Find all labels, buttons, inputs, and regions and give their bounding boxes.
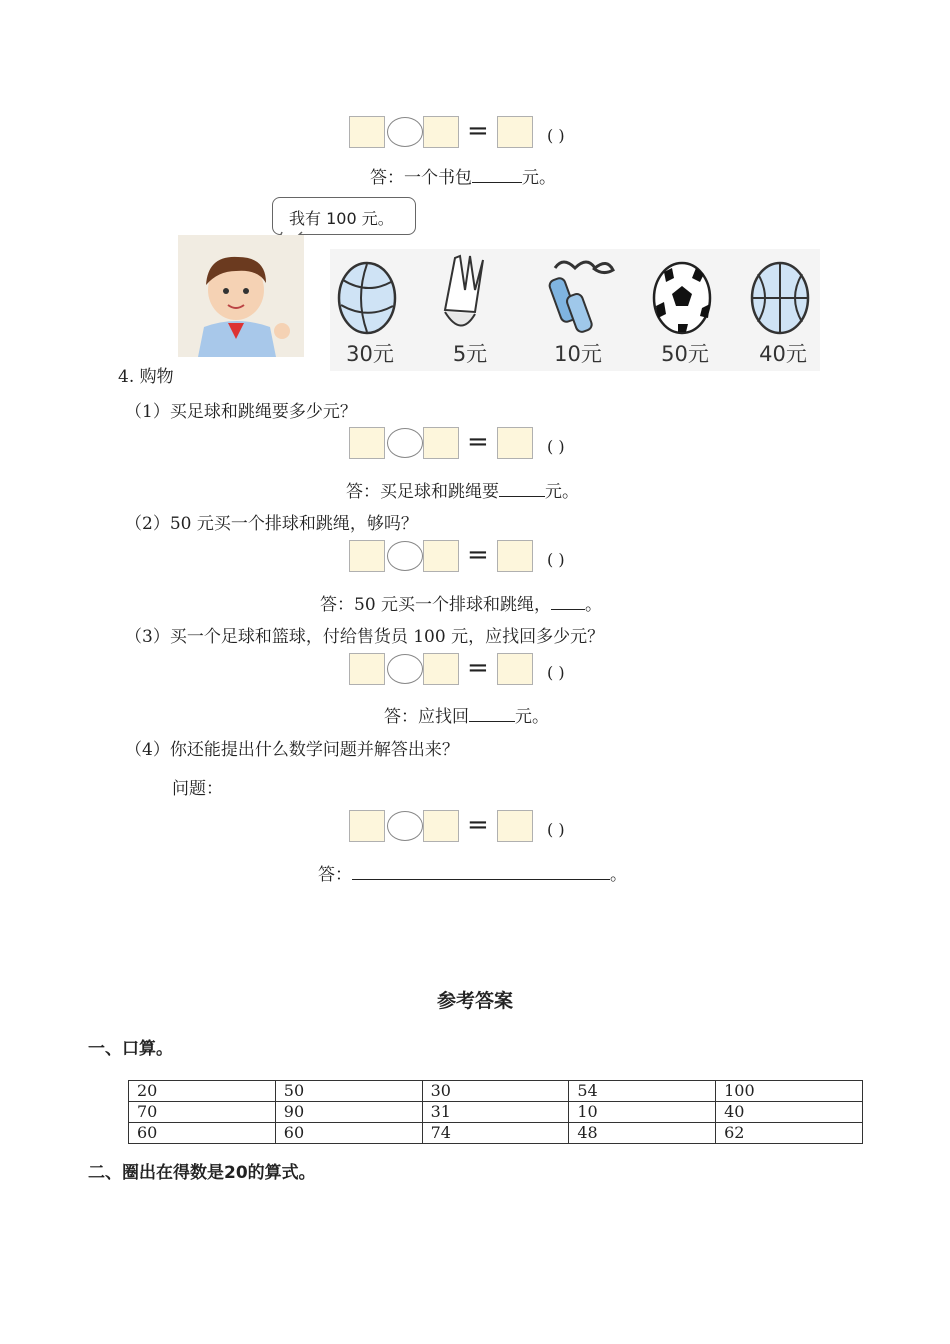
table-cell: 74	[422, 1123, 569, 1144]
equals-sign: =	[467, 540, 489, 570]
equals-sign: =	[467, 810, 489, 840]
answer-line-q4: 答： 。	[318, 865, 627, 885]
table-row	[129, 1123, 863, 1144]
price-label: 5元	[452, 342, 488, 366]
operator-circle[interactable]	[387, 117, 423, 147]
equals-sign: =	[467, 653, 489, 683]
operator-circle[interactable]	[387, 428, 423, 458]
blank-line[interactable]	[551, 593, 585, 610]
table-cell: 48	[569, 1123, 716, 1144]
unit-paren[interactable]: ( )	[547, 126, 565, 145]
boy-illustration	[178, 235, 304, 357]
equals-sign: =	[467, 116, 489, 146]
operator-circle[interactable]	[387, 541, 423, 571]
equation-row-q4	[349, 810, 609, 844]
equation-row-top	[349, 116, 609, 150]
basketball-icon	[738, 250, 828, 340]
blank-line[interactable]	[499, 480, 545, 497]
problem-label: 问题：	[172, 779, 223, 799]
table-cell: 90	[275, 1102, 422, 1123]
table-cell: 100	[716, 1081, 863, 1102]
table-cell: 54	[569, 1081, 716, 1102]
question-1: （1）买足球和跳绳要多少元？	[125, 402, 357, 422]
table-cell: 30	[422, 1081, 569, 1102]
shuttlecock-icon	[425, 250, 515, 340]
operator-circle[interactable]	[387, 811, 423, 841]
answer-box[interactable]	[423, 810, 459, 842]
soccer-ball-icon	[640, 250, 730, 340]
section4-title: 4. 购物	[118, 367, 174, 387]
answer-line-q3: 答：应找回 元。	[384, 707, 549, 727]
unit-paren[interactable]: ( )	[547, 663, 565, 682]
blank-line[interactable]	[352, 863, 610, 880]
table-cell: 40	[716, 1102, 863, 1123]
item-soccer-ball[interactable]	[640, 250, 730, 370]
unit-paren[interactable]: ( )	[547, 550, 565, 569]
answer-box[interactable]	[497, 116, 533, 148]
price-label: 30元	[346, 342, 394, 366]
equation-row-q1	[349, 427, 609, 461]
table-cell: 70	[129, 1102, 276, 1123]
answer-box[interactable]	[349, 427, 385, 459]
answer-box[interactable]	[349, 540, 385, 572]
unit-paren[interactable]: ( )	[547, 820, 565, 839]
blank-line[interactable]	[469, 705, 515, 722]
answer-table	[128, 1080, 863, 1144]
table-cell: 20	[129, 1081, 276, 1102]
item-shuttlecock[interactable]	[425, 250, 515, 370]
price-label: 50元	[661, 342, 709, 366]
boy-icon	[178, 235, 304, 357]
table-cell: 62	[716, 1123, 863, 1144]
table-cell: 60	[129, 1123, 276, 1144]
answer-box[interactable]	[423, 116, 459, 148]
answer-box[interactable]	[497, 427, 533, 459]
equals-sign: =	[467, 427, 489, 457]
question-2: （2）50 元买一个排球和跳绳，够吗？	[125, 514, 418, 534]
price-label: 10元	[554, 342, 602, 366]
speech-bubble: 我有 100 元。	[272, 197, 416, 235]
answer-line-top: 答：一个书包 元。	[370, 168, 556, 188]
table-row	[129, 1102, 863, 1123]
table-row	[129, 1081, 863, 1102]
answer-box[interactable]	[497, 540, 533, 572]
item-basketball[interactable]	[738, 250, 828, 370]
section1-title: 一、口算。	[88, 1039, 173, 1059]
answer-box[interactable]	[349, 116, 385, 148]
answer-key-title: 参考答案	[436, 990, 513, 1012]
table-cell: 31	[422, 1102, 569, 1123]
section2-title: 二、圈出在得数是20的算式。	[88, 1163, 316, 1183]
blank-line[interactable]	[472, 166, 522, 183]
answer-line-q2: 答：50 元买一个排球和跳绳， 。	[320, 595, 603, 615]
answer-box[interactable]	[349, 810, 385, 842]
equation-row-q2	[349, 540, 609, 574]
operator-circle[interactable]	[387, 654, 423, 684]
table-cell: 10	[569, 1102, 716, 1123]
answer-box[interactable]	[497, 810, 533, 842]
answer-box[interactable]	[423, 653, 459, 685]
unit-paren[interactable]: ( )	[547, 437, 565, 456]
item-volleyball[interactable]	[325, 250, 415, 370]
answer-box[interactable]	[349, 653, 385, 685]
table-cell: 50	[275, 1081, 422, 1102]
jump-rope-icon	[533, 250, 623, 340]
answer-box[interactable]	[423, 540, 459, 572]
equation-row-q3	[349, 653, 609, 687]
item-jump-rope[interactable]	[533, 250, 623, 370]
volleyball-icon	[325, 250, 415, 340]
answer-line-q1: 答：买足球和跳绳要 元。	[346, 482, 579, 502]
question-3: （3）买一个足球和篮球，付给售货员 100 元，应找回多少元？	[125, 627, 605, 647]
table-cell: 60	[275, 1123, 422, 1144]
answer-box[interactable]	[423, 427, 459, 459]
question-4: （4）你还能提出什么数学问题并解答出来？	[125, 740, 459, 760]
price-label: 40元	[759, 342, 807, 366]
answer-box[interactable]	[497, 653, 533, 685]
